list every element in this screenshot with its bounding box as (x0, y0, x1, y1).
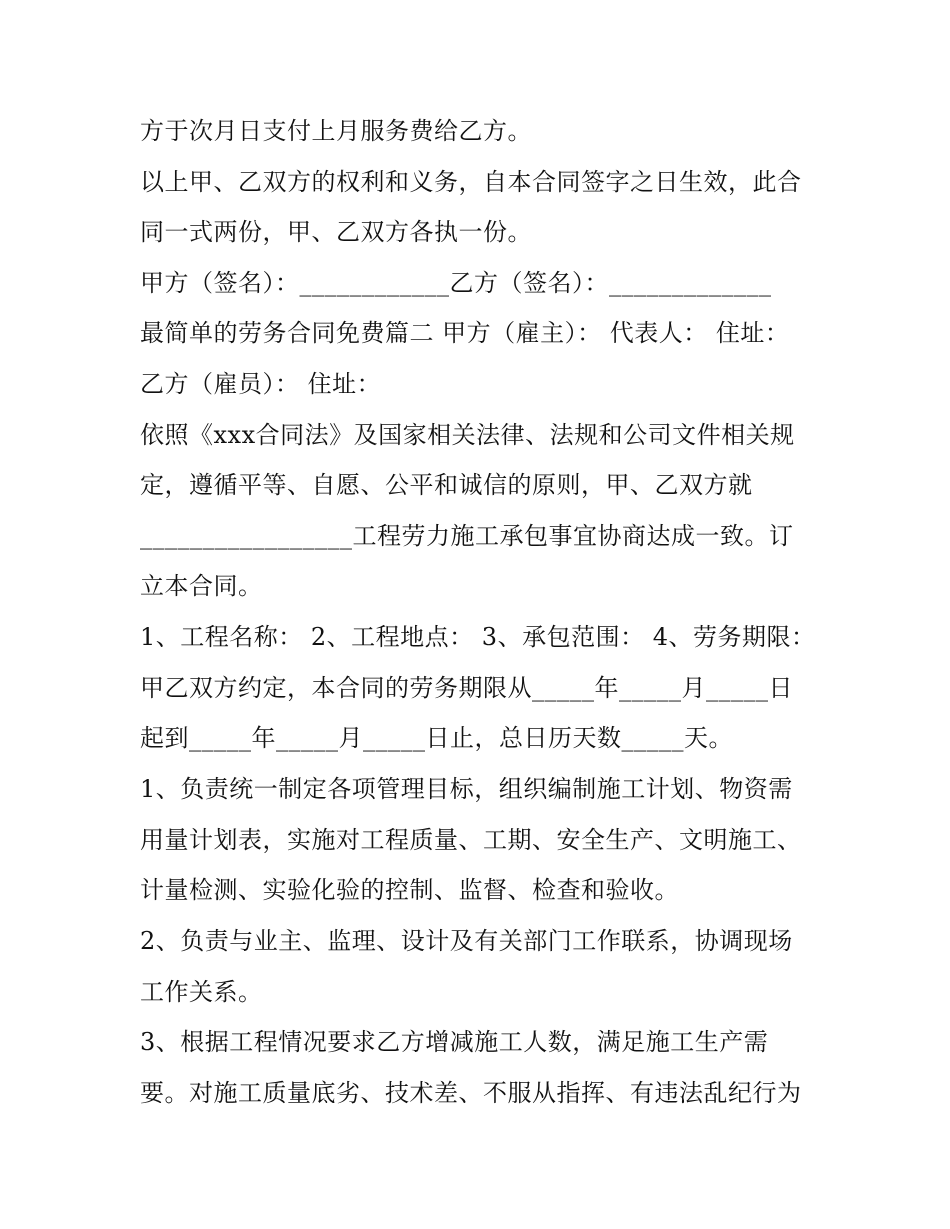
section-heading-line: 最简单的劳务合同免费篇二 甲方（雇主）： 代表人： 住址： (140, 319, 790, 347)
text-line: 1、负责统一制定各项管理目标，组织编制施工计划、物资需 (140, 775, 793, 803)
text-line: 定，遵循平等、自愿、公平和诚信的原则，甲、乙双方就 (140, 471, 753, 499)
text-line: 用量计划表，实施对工程质量、工期、安全生产、文明施工、 (140, 826, 802, 854)
text-line: 2、负责与业主、监理、设计及有关部门工作联系，协调现场 (140, 927, 793, 955)
signature-line: 甲方（签名）：____________乙方（签名）：_____________ (140, 269, 772, 297)
text-line: 工作关系。 (140, 978, 263, 1006)
text-line: _________________工程劳力施工承包事宜协商达成一致。订 (140, 522, 794, 550)
text-line: 要。对施工质量底劣、技术差、不服从指挥、有违法乱纪行为 (140, 1079, 802, 1107)
text-line: 1、工程名称： 2、工程地点： 3、承包范围： 4、劳务期限： (140, 623, 816, 651)
text-line: 乙方（雇员）： 住址： (140, 370, 382, 398)
text-line: 计量检测、实验化验的控制、监督、检查和验收。 (140, 876, 679, 904)
text-line: 立本合同。 (140, 572, 263, 600)
text-line: 依照《xxx合同法》及国家相关法律、法规和公司文件相关规 (140, 421, 795, 449)
text-line: 甲乙双方约定，本合同的劳务期限从_____年_____月_____日 (140, 674, 793, 702)
text-line: 起到_____年_____月_____日止，总日历天数_____天。 (140, 724, 733, 752)
text-line: 以上甲、乙双方的权利和义务，自本合同签字之日生效，此合 (140, 168, 802, 196)
text-line: 同一式两份，甲、乙双方各执一份。 (140, 218, 532, 246)
text-line: 方于次月日支付上月服务费给乙方。 (140, 117, 532, 145)
text-line: 3、根据工程情况要求乙方增减施工人数，满足施工生产需 (140, 1028, 769, 1056)
